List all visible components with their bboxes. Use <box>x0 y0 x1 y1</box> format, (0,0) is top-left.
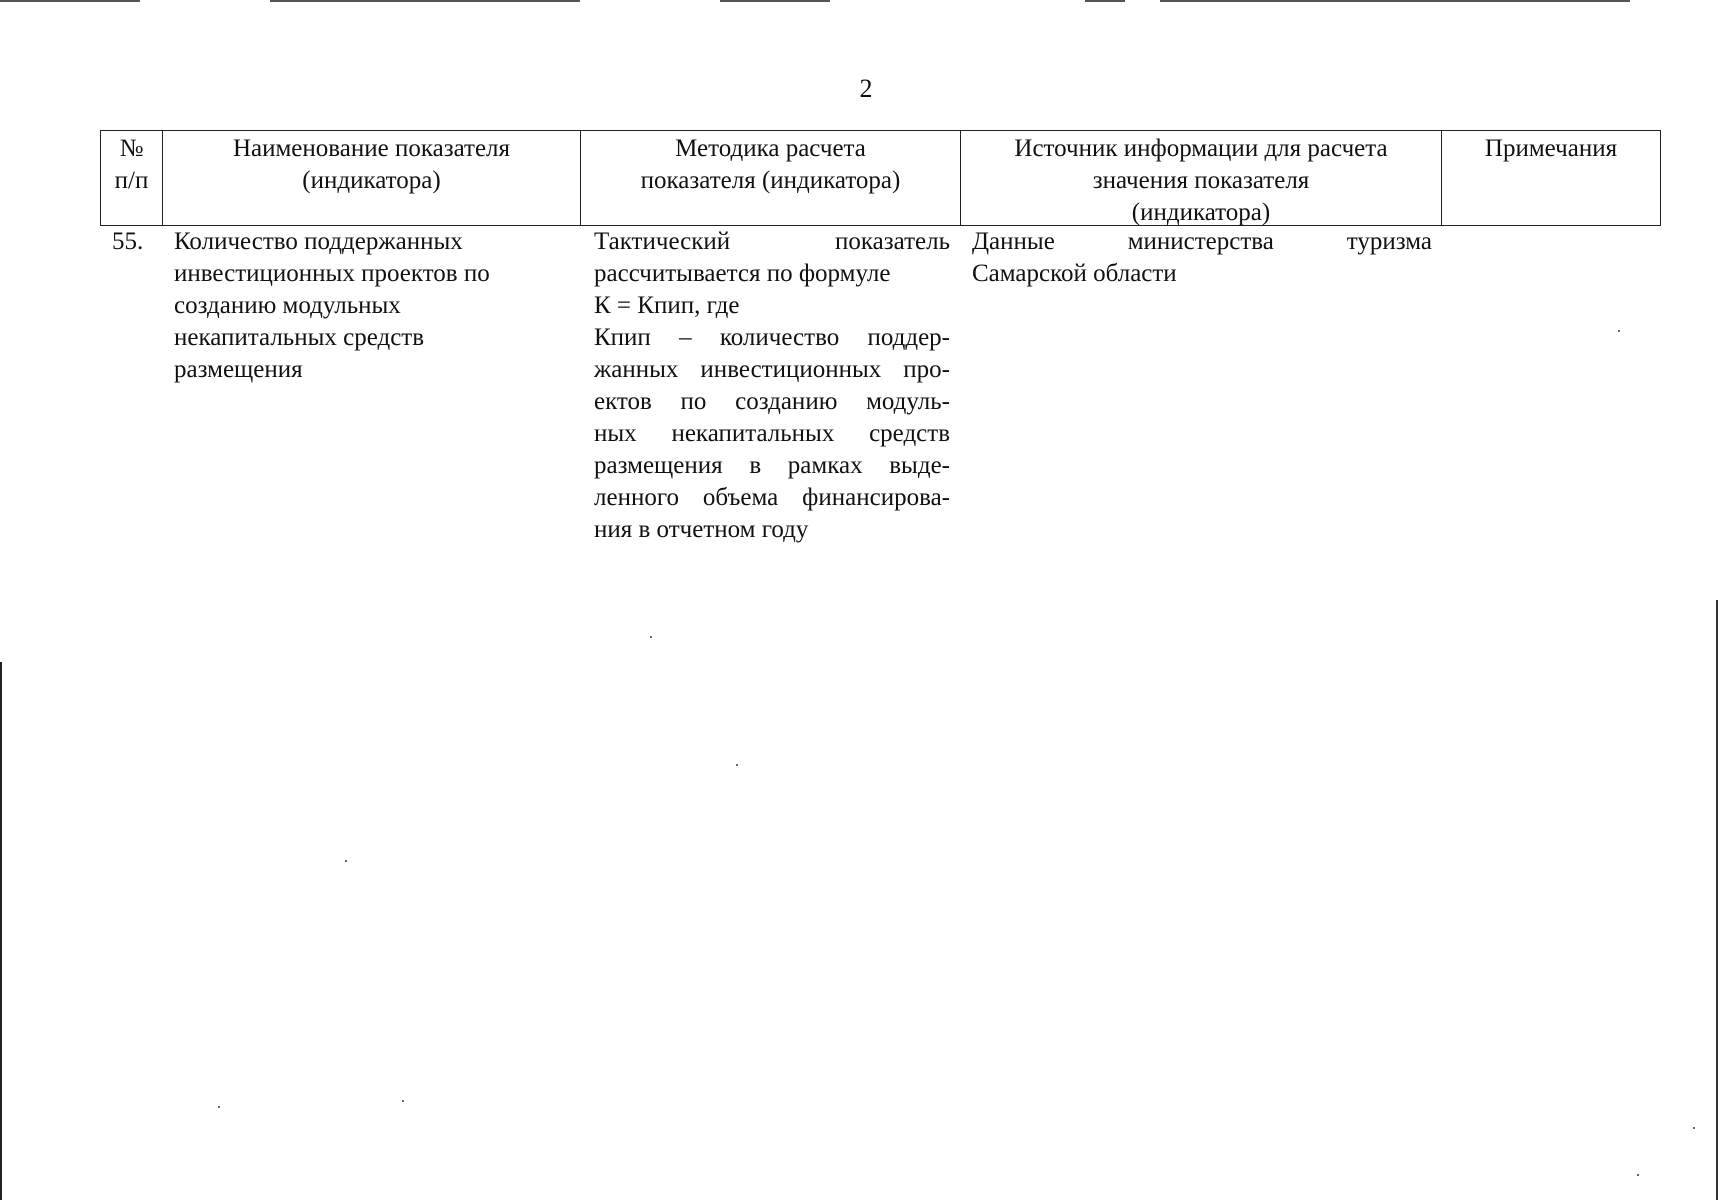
header-cell-notes <box>1442 130 1661 226</box>
header-cell-name <box>163 130 581 226</box>
header-line: (индикатора) <box>1131 199 1271 226</box>
calculation-method <box>594 226 950 546</box>
header-line: Источник информации для расчета <box>1014 135 1388 162</box>
method-line: жанных инвестиционных про- <box>594 356 950 383</box>
header-line: Наименование показателя <box>232 135 511 162</box>
indicator-name-line: Количество поддержанных <box>174 228 463 255</box>
indicator-name-line: инвестиционных проектов по <box>174 260 490 287</box>
table-header-row <box>100 130 1661 226</box>
header-line: значения показателя <box>1092 167 1310 194</box>
header-line: Примечания <box>1484 135 1618 162</box>
scan-speck <box>218 1106 220 1108</box>
method-line: ектов по созданию модуль- <box>594 388 950 415</box>
indicator-name-line: созданию модульных <box>174 292 401 319</box>
method-line: рассчитывается по формуле <box>594 260 891 287</box>
source-line: Самарской области <box>972 260 1177 287</box>
scan-edge-line <box>1160 0 1630 2</box>
header-line: Методика расчета <box>675 135 866 162</box>
row-number: 55. <box>112 228 144 255</box>
scan-edge-line <box>1085 0 1125 2</box>
scan-edge-left <box>0 662 2 1200</box>
scan-edge-line <box>0 0 140 2</box>
source-line: Данные министерства туризма <box>972 228 1432 255</box>
header-line: показателя (индикатора) <box>640 167 901 194</box>
information-source <box>972 226 1432 290</box>
scan-speck <box>736 764 738 766</box>
method-formula: К = Кпип, где <box>594 292 740 319</box>
method-line: ных некапитальных средств <box>594 420 950 447</box>
method-line: Тактический показатель <box>594 228 950 255</box>
scan-edge-line <box>720 0 830 2</box>
header-cell-method <box>581 130 961 226</box>
scan-edge-right <box>1716 600 1718 1200</box>
header-cell-source <box>961 130 1442 226</box>
method-line: ленного объема финансирова- <box>594 484 950 511</box>
scan-speck <box>345 860 347 862</box>
method-line: ния в отчетном году <box>594 516 809 543</box>
indicator-name <box>174 226 574 386</box>
scan-speck <box>1618 330 1620 332</box>
method-line: Кпип – количество поддер- <box>594 324 950 351</box>
scan-speck <box>402 1100 404 1102</box>
header-cell-number <box>100 130 163 226</box>
header-line: п/п <box>114 167 149 194</box>
indicator-name-line: некапитальных средств <box>174 324 425 351</box>
scan-speck <box>1693 1127 1695 1129</box>
indicator-name-line: размещения <box>174 356 303 383</box>
method-line: размещения в рамках выде- <box>594 452 950 479</box>
scan-speck <box>1637 1174 1639 1176</box>
scan-edge-line <box>270 0 580 2</box>
header-line: (индикатора) <box>302 167 441 194</box>
header-line: № <box>119 135 144 162</box>
page-number: 2 <box>859 74 873 103</box>
scan-speck <box>650 636 652 638</box>
